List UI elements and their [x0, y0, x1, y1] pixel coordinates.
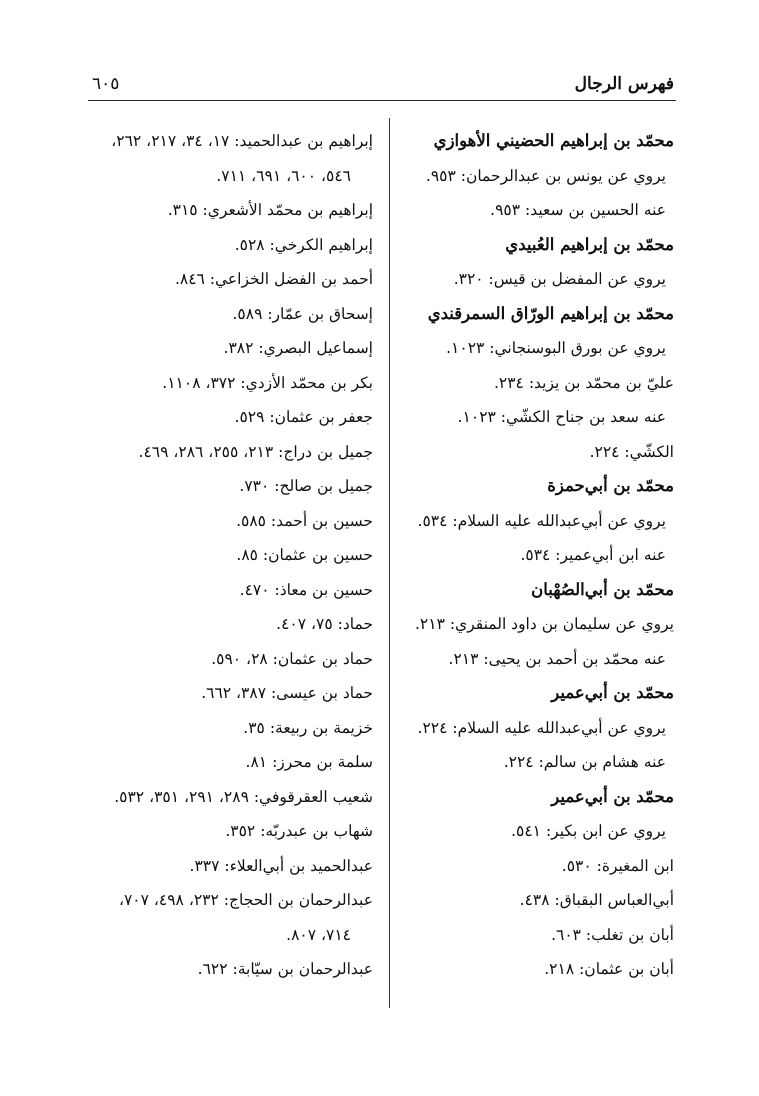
index-entry: يروي عن بورق البوسنجاني: ١٠٢٣. [446, 339, 666, 357]
index-heading: محمّد بن أبي‌عمير [551, 786, 674, 806]
index-entry: عنه الحسين بن سعيد: ٩٥٣. [490, 201, 666, 219]
index-entry: حماد بن عثمان: ٢٨، ٥٩٠. [211, 649, 373, 668]
index-entry: إبراهيم بن عبدالحميد: ١٧، ٣٤، ٢١٧، ٢٦٢، [111, 132, 373, 150]
index-heading: محمّد بن إبراهيم الورّاق السمرقندي [427, 303, 674, 323]
index-heading: محمّد بن أبي‌حمزة [547, 476, 674, 495]
index-entry: حماد بن عيسى: ٣٨٧، ٦٦٢. [201, 684, 373, 702]
index-entry: يروي عن يونس بن عبدالرحمان: ٩٥٣. [425, 166, 666, 185]
index-entry: جميل بن دراج: ٢١٣، ٢٥٥، ٢٨٦، ٤٦٩. [138, 442, 373, 461]
index-heading: محمّد بن أبي‌عمير [551, 683, 674, 702]
index-entry: عبدالرحمان بن الحجاج: ٢٣٢، ٤٩٨، ٧٠٧، [118, 891, 373, 909]
index-entry: ٧١٤، ٨٠٧. [286, 925, 351, 944]
index-entry: حماد: ٧٥، ٤٠٧. [276, 615, 373, 633]
index-entry: الكشّي: ٢٢٤. [589, 442, 674, 461]
index-entry: حسين بن أحمد: ٥٨٥. [236, 511, 373, 530]
index-entry: يروي عن أبي‌عبدالله عليه السلام: ٥٣٤. [417, 511, 666, 530]
index-entry: شهاب بن عبدربّه: ٣٥٢. [225, 822, 373, 840]
index-heading: محمّد بن أبي‌الصُهْبان [531, 579, 674, 599]
index-entry: يروي عن أبي‌عبدالله عليه السلام: ٢٢٤. [417, 718, 666, 737]
index-column-right [374, 124, 674, 987]
index-entry: أبان بن عثمان: ٢١٨. [544, 960, 674, 978]
index-entry: بكر بن محمّد الأزدي: ٣٧٢، ١١٠٨. [162, 373, 373, 392]
index-column-left [83, 124, 373, 987]
index-entry: جميل بن صالح: ٧٣٠. [239, 477, 373, 495]
index-entry: عليّ بن محمّد بن يزيد: ٢٣٤. [493, 373, 674, 392]
index-entry: عبدالرحمان بن سيّابة: ٦٢٢. [197, 960, 373, 978]
index-heading: محمّد بن إبراهيم العُبيدي [505, 234, 674, 254]
index-entry: عنه سعد بن جناح الكشّي: ١٠٢٣. [457, 408, 666, 426]
index-entry: إسماعيل البصري: ٣٨٢. [223, 339, 373, 357]
index-entry: شعيب العقرقوفي: ٢٨٩، ٢٩١، ٣٥١، ٥٣٢. [114, 787, 373, 806]
index-entry: خزيمة بن ربيعة: ٣٥. [243, 718, 373, 737]
index-entry: إبراهيم الكرخي: ٥٢٨. [234, 235, 373, 254]
index-entry: عبدالحميد بن أبي‌العلاء: ٣٣٧. [189, 856, 373, 875]
index-entry: ابن المغيرة: ٥٣٠. [561, 856, 674, 875]
page-number: ٦٠٥ [92, 74, 120, 94]
index-entry: يروي عن المفضل بن قيس: ٣٢٠. [453, 270, 666, 288]
index-entry: يروي عن ابن بكير: ٥٤١. [511, 822, 666, 840]
index-entry: أبان بن تغلب: ٦٠٣. [551, 925, 674, 944]
index-entry: جعفر بن عثمان: ٥٢٩. [234, 408, 373, 426]
page-header [88, 74, 676, 101]
index-entry: إسحاق بن عمّار: ٥٨٩. [232, 304, 373, 323]
index-entry: حسين بن معاذ: ٤٧٠. [239, 580, 373, 599]
index-heading: محمّد بن إبراهيم الحضيني الأهوازي [433, 131, 674, 150]
index-entry: عنه محمّد بن أحمد بن يحيى: ٢١٣. [448, 649, 666, 668]
index-entry: أبي‌العباس البقباق: ٤٣٨. [519, 891, 674, 909]
index-entry: أحمد بن الفضل الخزاعي: ٨٤٦. [174, 270, 373, 288]
running-title: فهرس الرجال [574, 74, 674, 94]
index-entry: حسين بن عثمان: ٨٥. [236, 546, 373, 564]
index-entry: يروي عن سليمان بن داود المنقري: ٢١٣. [414, 615, 674, 633]
index-entry: عنه هشام بن سالم: ٢٢٤. [503, 753, 666, 771]
index-entry: سلمة بن محرز: ٨١. [245, 753, 373, 771]
index-entry: عنه ابن أبي‌عمير: ٥٣٤. [520, 546, 666, 564]
index-entry: إبراهيم بن محمّد الأشعري: ٣١٥. [167, 201, 373, 219]
index-entry: ٥٤٦، ٦٠٠، ٦٩١، ٧١١. [216, 166, 351, 185]
